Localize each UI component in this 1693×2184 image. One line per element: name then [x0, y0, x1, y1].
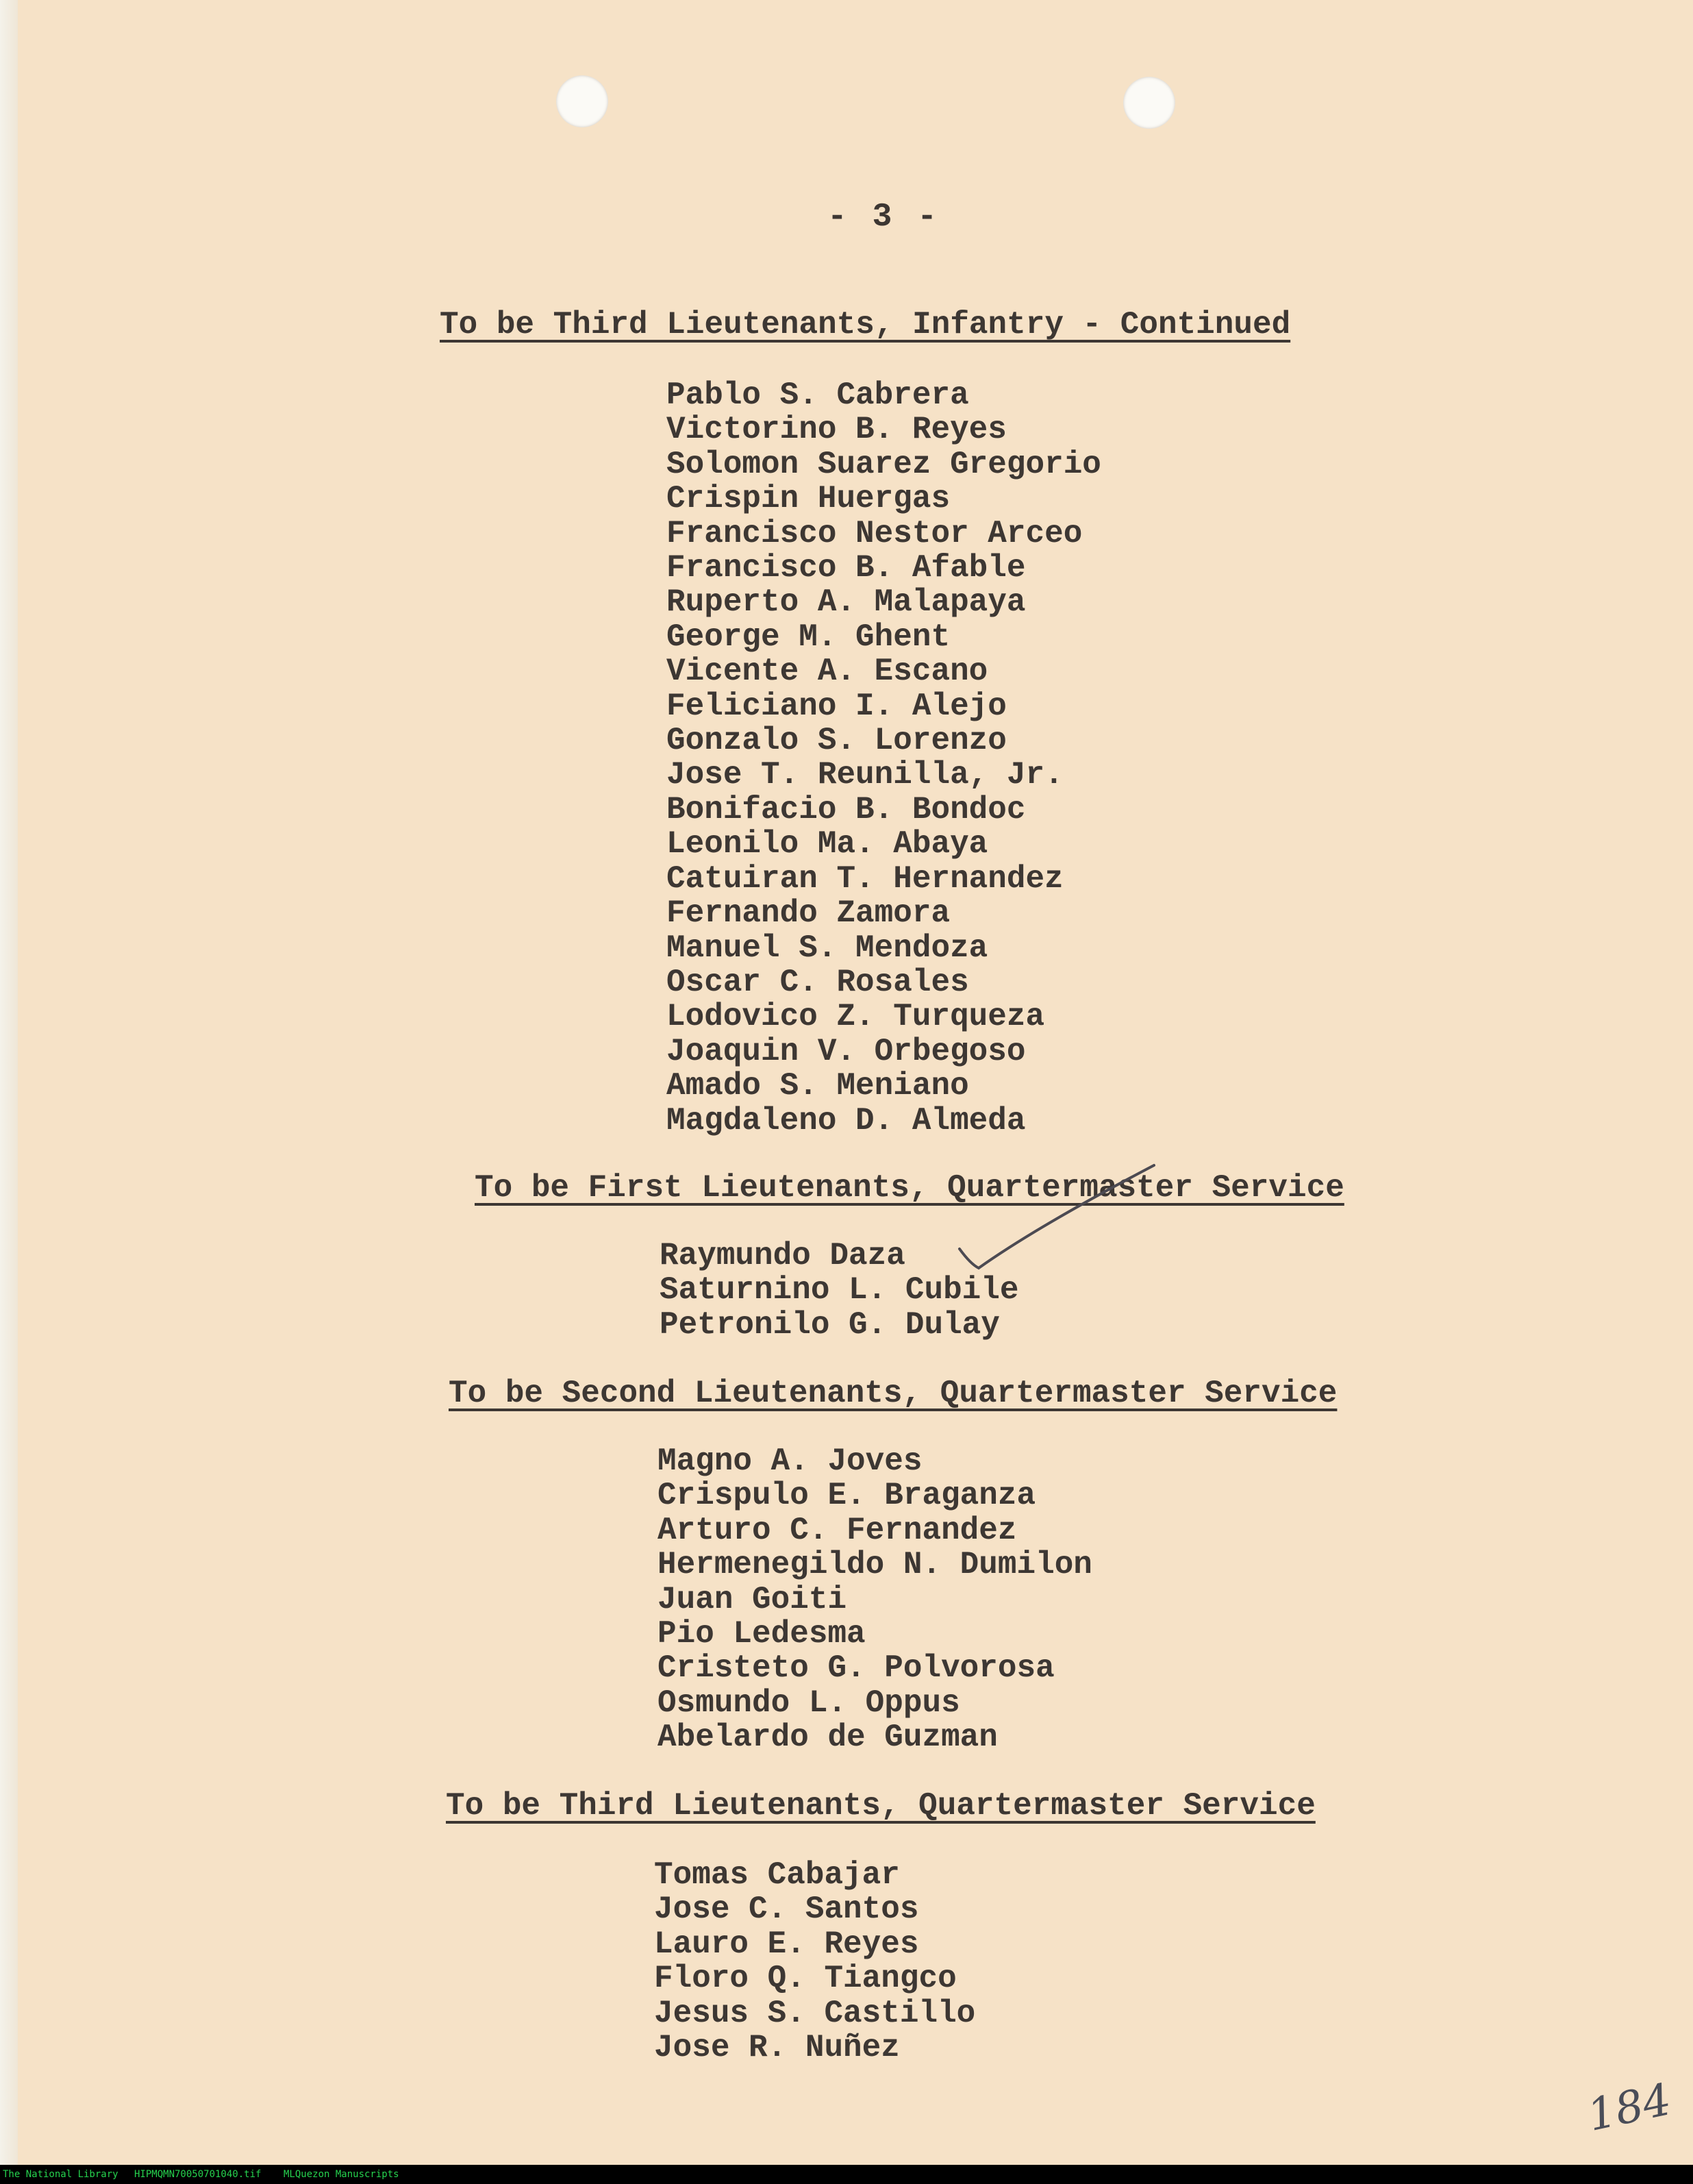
list-item: Magdaleno D. Almeda	[666, 1102, 1026, 1139]
list-item: Francisco B. Afable	[666, 550, 1026, 586]
list-item: Gonzalo S. Lorenzo	[666, 723, 1007, 759]
list-item: Francisco Nestor Arceo	[666, 515, 1083, 551]
list-item: Arturo C. Fernandez	[657, 1512, 1017, 1548]
list-item: Saturnino L. Cubile	[660, 1272, 1019, 1308]
list-item: Floro Q. Tiangco	[654, 1961, 957, 1997]
list-item: Petronilo G. Dulay	[660, 1306, 1000, 1343]
list-item: Cristeto G. Polvorosa	[657, 1650, 1055, 1687]
list-item: Tomas Cabajar	[654, 1857, 900, 1893]
list-item: Oscar C. Rosales	[666, 964, 969, 1000]
checkmark-mark	[955, 1161, 1161, 1271]
list-item: Feliciano I. Alejo	[666, 688, 1007, 724]
list-item: Manuel S. Mendoza	[666, 930, 988, 966]
list-item: Crispin Huergas	[666, 481, 951, 517]
list-item: Vicente A. Escano	[666, 654, 988, 690]
footer-collection-label: MLQuezon Manuscripts	[284, 2169, 399, 2180]
list-item: Jose T. Reunilla, Jr.	[666, 757, 1064, 793]
footer-file-name: HIPMQMN70050701040.tif	[134, 2169, 262, 2180]
list-item: Pio Ledesma	[657, 1616, 866, 1652]
list-item: Ruperto A. Malapaya	[666, 584, 1026, 621]
list-item: Solomon Suarez Gregorio	[666, 446, 1101, 482]
footer-library-label: The National Library	[3, 2169, 118, 2180]
name-list-second-lt-qm	[657, 1444, 1092, 1755]
list-item: Joaquin V. Orbegoso	[666, 1033, 1026, 1069]
list-item: Crispulo E. Braganza	[657, 1478, 1036, 1514]
list-item: Hermenegildo N. Dumilon	[657, 1547, 1092, 1583]
handwritten-page-annotation: 184	[1583, 2074, 1676, 2142]
page-number: - 3 -	[827, 199, 940, 236]
name-list-third-lt-qm	[654, 1858, 975, 2065]
section-heading-second-lt-qm: To be Second Lieutenants, Quartermaster Service	[449, 1376, 1338, 1411]
list-item: Leonilo Ma. Abaya	[666, 826, 988, 863]
list-item: Osmundo L. Oppus	[657, 1685, 960, 1721]
list-item: George M. Ghent	[666, 619, 951, 655]
section-heading-third-lt-infantry: To be Third Lieutenants, Infantry - Continued	[440, 307, 1291, 343]
list-item: Raymundo Daza	[660, 1238, 905, 1274]
list-item: Victorino B. Reyes	[666, 412, 1007, 448]
list-item: Jose C. Santos	[654, 1891, 919, 1928]
list-item: Pablo S. Cabrera	[666, 377, 969, 413]
section-heading-first-lt-qm: To be First Lieutenants, Quartermaster Service	[475, 1170, 1344, 1206]
list-item: Catuiran T. Hernandez	[666, 860, 1064, 897]
punch-hole-right	[1123, 77, 1175, 129]
scan-edge-strip	[0, 0, 18, 2165]
list-item: Juan Goiti	[657, 1581, 847, 1617]
list-item: Magno A. Joves	[657, 1443, 923, 1479]
list-item: Jesus S. Castillo	[654, 1995, 976, 2031]
list-item: Amado S. Meniano	[666, 1068, 969, 1104]
list-item: Lodovico Z. Turqueza	[666, 999, 1045, 1035]
archive-footer-bar	[0, 2165, 1693, 2184]
section-heading-third-lt-qm: To be Third Lieutenants, Quartermaster Service	[446, 1788, 1316, 1824]
list-item: Lauro E. Reyes	[654, 1926, 919, 1962]
list-item: Abelardo de Guzman	[657, 1720, 998, 1756]
name-list-third-lt-infantry	[666, 378, 1101, 1138]
list-item: Bonifacio B. Bondoc	[666, 791, 1026, 828]
list-item: Fernando Zamora	[666, 895, 951, 932]
list-item: Jose R. Nuñez	[654, 2030, 900, 2066]
punch-hole-left	[556, 75, 608, 127]
